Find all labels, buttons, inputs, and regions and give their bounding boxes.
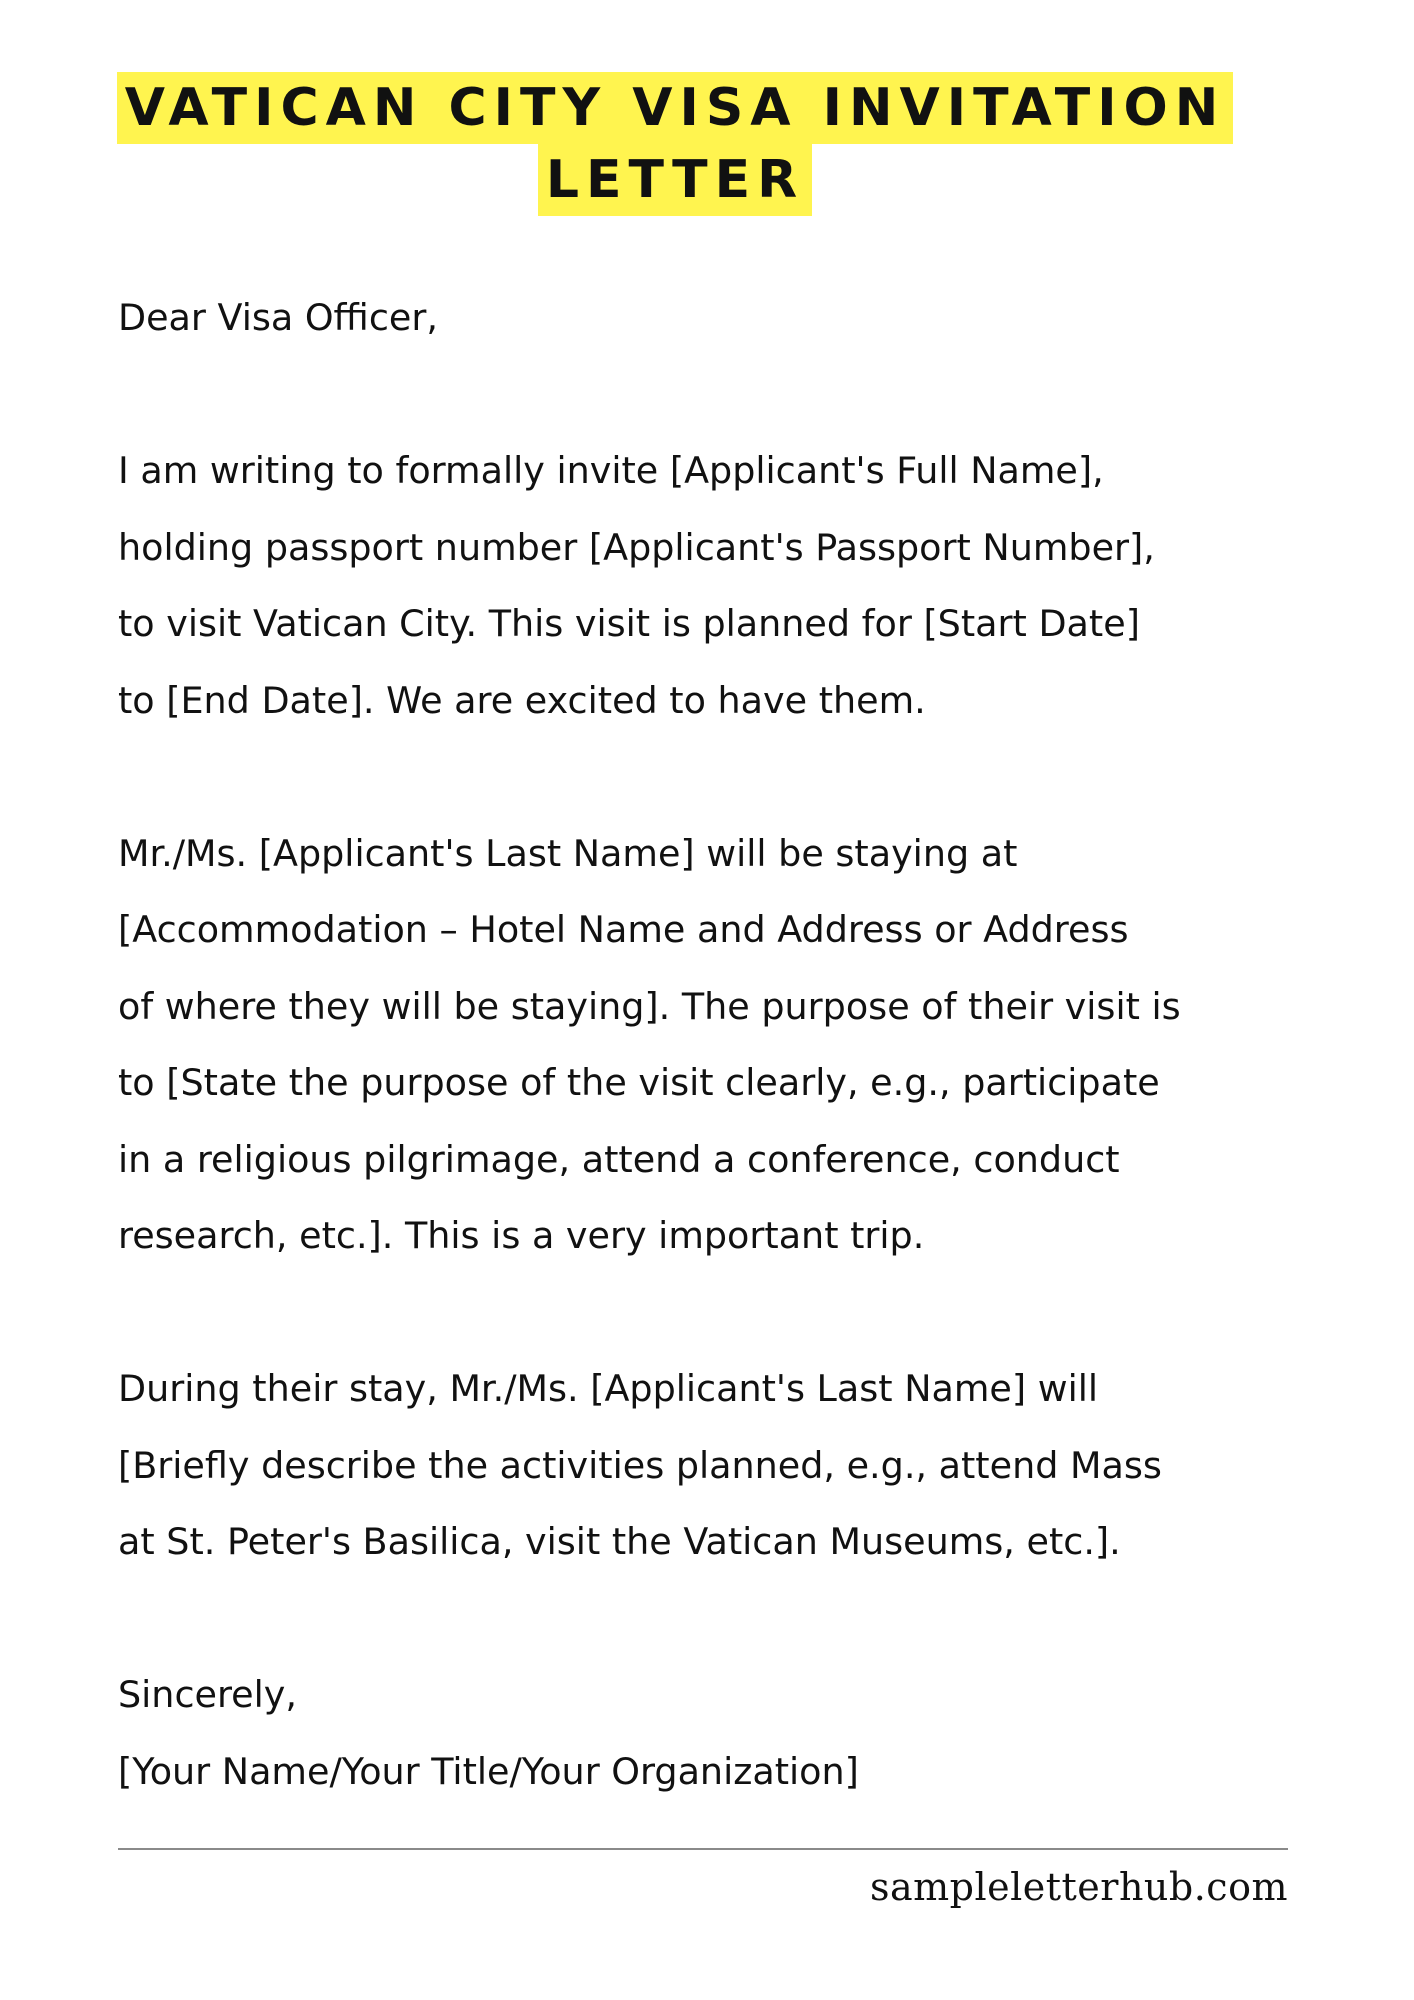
paragraph-invitation xyxy=(118,433,1358,739)
paragraph-line: at St. Peter's Basilica, visit the Vatican Museums, etc.]. xyxy=(118,1520,1121,1563)
paragraph-line: to visit Vatican City. This visit is planned for [Start Date] xyxy=(118,602,1140,645)
paragraph-line: of where they will be staying]. The purpose of their visit is xyxy=(118,984,1181,1028)
paragraph-activities xyxy=(118,1351,1358,1581)
closing: Sincerely, xyxy=(118,1673,297,1716)
paragraph-line: [Briefly describe the activities planned, e.g., attend Mass xyxy=(118,1443,1162,1487)
footer-website: sampleletterhub.com xyxy=(869,1865,1288,1909)
paragraph-line: research, etc.]. This is a very important trip. xyxy=(118,1214,925,1257)
paragraph-line: to [State the purpose of the visit clearly, e.g., participate xyxy=(118,1061,1160,1104)
paragraph-line: in a religious pilgrimage, attend a conference, conduct xyxy=(118,1137,1120,1181)
paragraph-line: I am writing to formally invite [Applicant's Full Name], xyxy=(118,449,1104,492)
paragraph-accommodation xyxy=(118,816,1358,1275)
signature-placeholder: [Your Name/Your Title/Your Organization] xyxy=(118,1749,859,1793)
title-line-1: VATICAN CITY VISA INVITATION xyxy=(117,72,1234,144)
title-line-2: LETTER xyxy=(538,144,812,216)
paragraph-line: Mr./Ms. [Applicant's Last Name] will be staying at xyxy=(118,831,1018,875)
paragraph-line: holding passport number [Applicant's Passport Number], xyxy=(118,525,1155,569)
letter-body xyxy=(118,280,1358,1810)
salutation: Dear Visa Officer, xyxy=(118,296,438,339)
page-title xyxy=(60,72,1290,216)
paragraph-line: [Accommodation – Hotel Name and Address or Address xyxy=(118,908,1129,951)
paragraph-line: During their stay, Mr./Ms. [Applicant's Last Name] will xyxy=(118,1367,1098,1410)
footer-divider xyxy=(118,1848,1288,1850)
paragraph-line: to [End Date]. We are excited to have them. xyxy=(118,678,926,722)
